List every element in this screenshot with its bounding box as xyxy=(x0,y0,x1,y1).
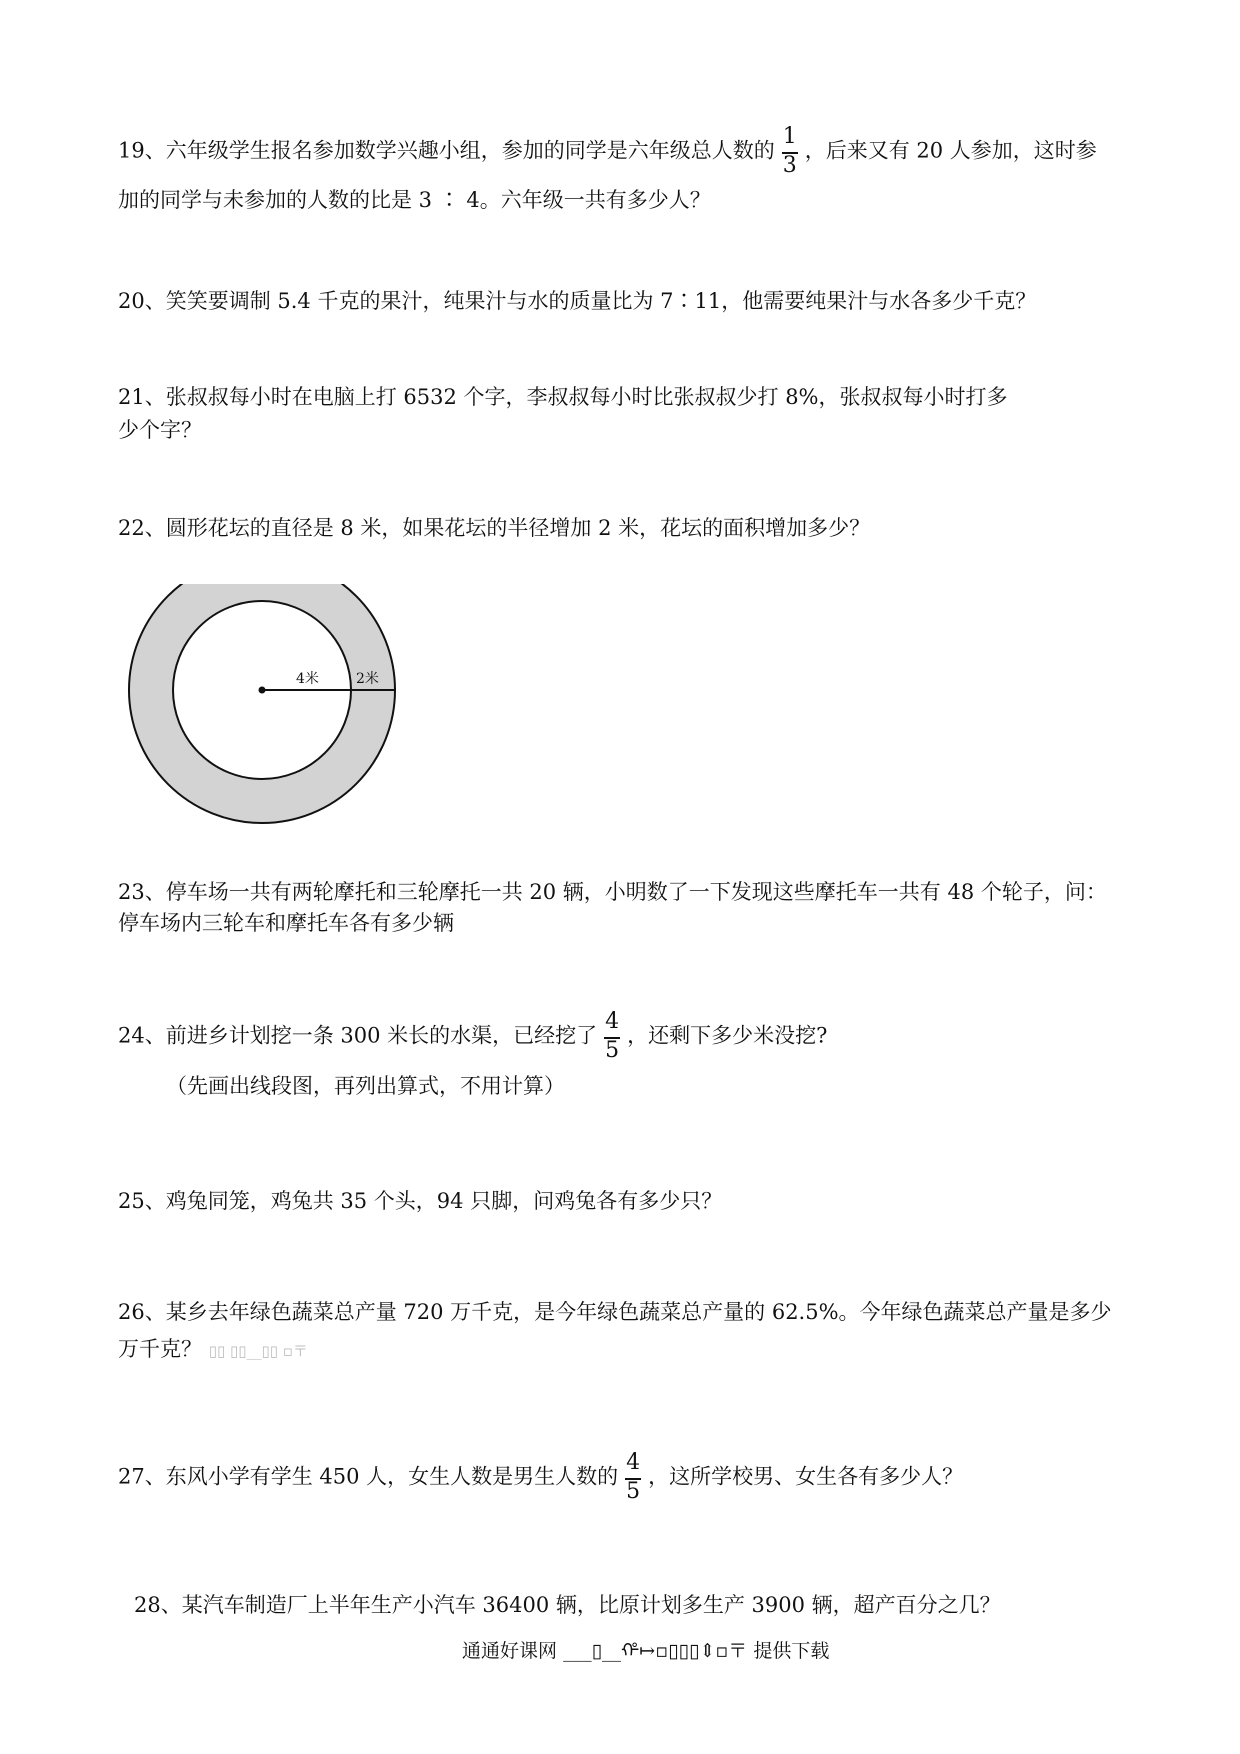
question-25: 25、鸡兔同笼，鸡兔共 35 个头，94 只脚，问鸡兔各有多少只？ xyxy=(118,1189,723,1213)
question-23-line-1: 23、停车场一共有两轮摩托和三轮摩托一共 20 辆，小明数了一下发现这些摩托车一共有 48 个轮子，问： xyxy=(118,880,1107,904)
annulus-diagram xyxy=(128,584,408,830)
question-21-line-1: 21、张叔叔每小时在电脑上打 6532 个字，李叔叔每小时比张叔叔少打 8%，张叔叔每小时打多 xyxy=(118,385,1008,409)
question-23-line-2: 停车场内三轮车和摩托车各有多少辆 xyxy=(118,911,454,935)
fraction-denominator: 5 xyxy=(626,1479,641,1504)
question-24-line-1 xyxy=(118,1009,827,1065)
question-24-text-a: 24、前进乡计划挖一条 300 米长的水渠，已经挖了 xyxy=(118,1023,598,1048)
question-19-text-b: ，后来又有 20 人参加，这时参 xyxy=(804,138,1097,163)
question-22: 22、圆形花坛的直径是 8 米，如果花坛的半径增加 2 米，花坛的面积增加多少？ xyxy=(118,516,871,540)
outer-width-label: 2米 xyxy=(356,671,379,687)
fraction-numerator: 1 xyxy=(782,124,797,149)
question-19-text-a: 19、六年级学生报名参加数学兴趣小组，参加的同学是六年级总人数的 xyxy=(118,138,775,163)
question-20: 20、笑笑要调制 5.4 千克的果汁，纯果汁与水的质量比为 7∶11，他需要纯果汁与水各多少千克？ xyxy=(118,289,1037,313)
question-28: 28、某汽车制造厂上半年生产小汽车 36400 辆，比原计划多生产 3900 辆，超产百分之几？ xyxy=(134,1593,1001,1617)
footer-download-text: 提供下载 xyxy=(753,1640,830,1662)
fraction-four-fifths xyxy=(603,1009,621,1065)
question-26-line-1: 26、某乡去年绿色蔬菜总产量 720 万千克，是今年绿色蔬菜总产量的 62.5%。今年绿色蔬菜总产量是多少 xyxy=(118,1300,1112,1324)
fraction-denominator: 5 xyxy=(605,1038,620,1063)
question-26-line-2 xyxy=(118,1337,308,1362)
question-27-text-b: ，这所学校男、女生各有多少人？ xyxy=(648,1464,964,1489)
question-19-line-1 xyxy=(118,124,1097,180)
question-27-text-a: 27、东风小学有学生 450 人，女生人数是男生人数的 xyxy=(118,1464,619,1489)
question-19-line-2: 加的同学与未参加的人数的比是 3 ∶ 4。六年级一共有多少人？ xyxy=(118,188,711,212)
footer-site-name: 通通好课网 xyxy=(462,1640,558,1662)
fraction-one-third xyxy=(781,124,799,180)
page-footer xyxy=(462,1640,829,1663)
center-dot xyxy=(259,687,266,694)
question-21-line-2: 少个字？ xyxy=(118,418,202,442)
inner-radius-label: 4米 xyxy=(296,671,319,687)
question-24-note: （先画出线段图，再列出算式，不用计算） xyxy=(166,1074,565,1098)
garbled-watermark-text: ▯▯ ▯▯__▯▯ ▫〒 xyxy=(208,1342,308,1360)
fraction-numerator: 4 xyxy=(605,1009,620,1034)
fraction-four-fifths xyxy=(624,1450,642,1506)
fraction-numerator: 4 xyxy=(626,1450,641,1475)
fraction-denominator: 3 xyxy=(782,153,797,178)
question-24-text-b: ，还剩下多少米没挖? xyxy=(627,1023,828,1048)
question-26-text-b: 万千克？ xyxy=(118,1337,202,1361)
footer-garbled-text: ___▯__ᡥ↦▫▯▯▯⇕▫〒 xyxy=(563,1640,748,1662)
question-27 xyxy=(118,1450,963,1506)
